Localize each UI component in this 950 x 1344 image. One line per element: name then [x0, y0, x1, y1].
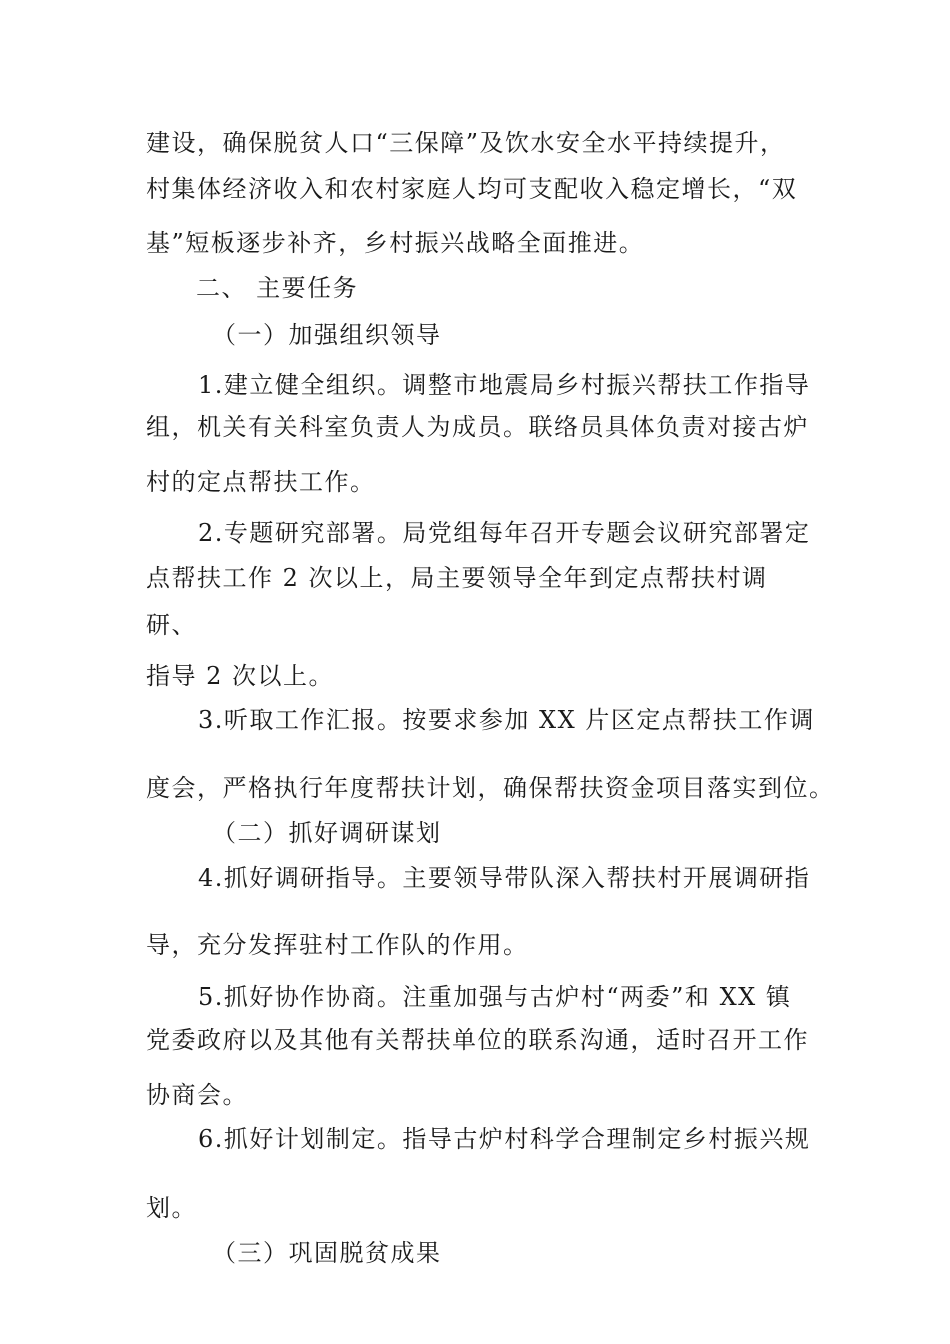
section-heading-main-tasks: 二、 主要任务 — [196, 274, 359, 302]
item-5-line-3: 协商会。 — [146, 1081, 248, 1109]
item-4-line-2: 导，充分发挥驻村工作队的作用。 — [146, 931, 529, 959]
item-3-line-2: 度会，严格执行年度帮扶计划，确保帮扶资金项目落实到位。 — [146, 774, 835, 802]
item-4-line-1: 4.抓好调研指导。主要领导带队深入帮扶村开展调研指 — [198, 864, 811, 892]
subsection-heading-3: （三）巩固脱贫成果 — [212, 1239, 442, 1267]
subsection-heading-2: （二）抓好调研谋划 — [212, 819, 442, 847]
item-2-line-1: 2.专题研究部署。局党组每年召开专题会议研究部署定 — [198, 519, 811, 547]
subsection-heading-1: （一）加强组织领导 — [212, 321, 442, 349]
item-1-line-1: 1.建立健全组织。调整市地震局乡村振兴帮扶工作指导 — [198, 371, 811, 399]
item-2-line-3: 研、 — [146, 611, 197, 639]
item-6-line-1: 6.抓好计划制定。指导古炉村科学合理制定乡村振兴规 — [198, 1125, 811, 1153]
item-2-line-4: 指导 2 次以上。 — [146, 662, 335, 690]
item-1-line-2: 组，机关有关科室负责人为成员。联络员具体负责对接古炉 — [146, 413, 809, 441]
item-6-line-2: 划。 — [146, 1194, 197, 1222]
body-line-3: 基”短板逐步补齐，乡村振兴战略全面推进。 — [146, 229, 645, 257]
item-2-line-2: 点帮扶工作 2 次以上，局主要领导全年到定点帮扶村调 — [146, 564, 768, 592]
item-5-line-2: 党委政府以及其他有关帮扶单位的联系沟通，适时召开工作 — [146, 1026, 809, 1054]
body-line-1: 建设，确保脱贫人口“三保障”及饮水安全水平持续提升， — [146, 129, 786, 157]
body-line-2: 村集体经济收入和农村家庭人均可支配收入稳定增长，“双 — [146, 175, 798, 203]
item-5-line-1: 5.抓好协作协商。注重加强与古炉村“两委”和 XX 镇 — [198, 983, 792, 1011]
item-1-line-3: 村的定点帮扶工作。 — [146, 468, 376, 496]
item-3-line-1: 3.听取工作汇报。按要求参加 XX 片区定点帮扶工作调 — [198, 706, 815, 734]
